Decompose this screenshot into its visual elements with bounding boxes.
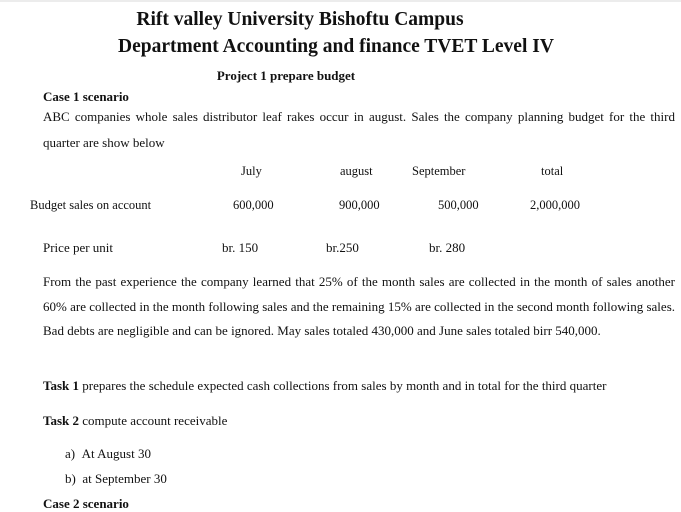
subtask-b-marker: b): [65, 471, 76, 486]
case2-heading: Case 2 scenario: [43, 496, 129, 511]
price-label: Price per unit: [43, 240, 114, 255]
column-header-july: July: [241, 164, 262, 178]
subtask-a-text: At August 30: [81, 446, 151, 461]
task2: [43, 413, 227, 429]
budget-value-total: 2,000,000: [530, 198, 580, 212]
subtask-b: [65, 471, 167, 487]
task1: [43, 378, 606, 394]
task1-label: Task 1: [43, 378, 80, 393]
subtask-a-marker: a): [65, 446, 76, 461]
column-header-august: august: [340, 164, 373, 178]
budget-value-july: 600,000: [233, 198, 274, 212]
task2-label: Task 2: [43, 413, 80, 428]
department-title: Department Accounting and finance TVET Level IV: [118, 36, 554, 57]
subtask-a: [65, 446, 151, 462]
university-title: Rift valley University Bishoftu Campus: [136, 9, 464, 30]
column-header-total: total: [541, 164, 564, 178]
budget-row-label: Budget sales on account: [30, 198, 152, 212]
case1-heading: Case 1 scenario: [43, 89, 129, 104]
price-september: br. 280: [429, 240, 466, 255]
top-border: [0, 0, 681, 2]
task1-text: prepares the schedule expected cash collections from sales by month and in total for the third quarter: [79, 378, 607, 393]
price-august: br.250: [326, 240, 359, 255]
task2-text: compute account receivable: [79, 413, 228, 428]
subtask-b-text: at September 30: [82, 471, 167, 486]
budget-value-august: 900,000: [339, 198, 380, 212]
column-header-september: September: [412, 164, 466, 178]
budget-value-september: 500,000: [438, 198, 479, 212]
collection-paragraph: From the past experience the company learned that 25% of the month sales are collected in the month of sales another 60% are collected in the month following sales and the remaining 15% are collected in the second month following sales. Bad debts are negligible and can be ignored. May sales totaled 430,000 and June sales totaled birr 540,000.: [43, 274, 675, 338]
case1-intro: ABC companies whole sales distributor leaf rakes occur in august. Sales the company planning budget for the third quarter are show below: [43, 109, 675, 150]
price-july: br. 150: [222, 240, 259, 255]
project-title: Project 1 prepare budget: [216, 68, 356, 83]
